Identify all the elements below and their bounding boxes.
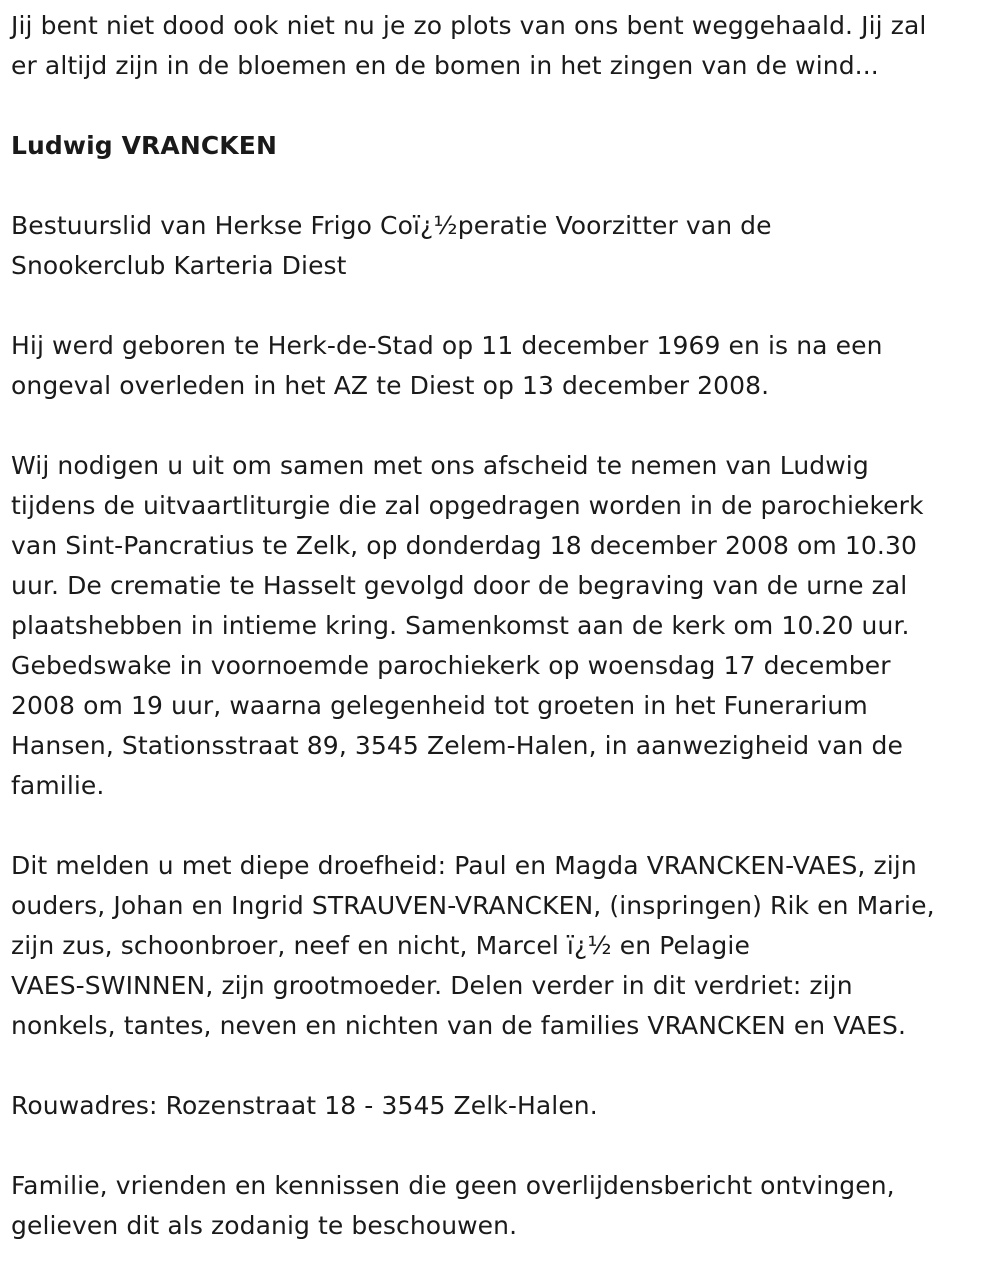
intro-paragraph xyxy=(11,0,991,86)
text-line: Gebedswake in voornoemde parochiekerk op woensdag 17 december xyxy=(11,651,891,680)
paragraph-gap xyxy=(11,1046,991,1086)
paragraph-gap xyxy=(11,86,991,126)
text-line: nonkels, tantes, neven en nichten van de families VRANCKEN en VAES. xyxy=(11,1011,907,1040)
text-line: 2008 om 19 uur, waarna gelegenheid tot groeten in het Funerarium xyxy=(11,691,868,720)
name-heading: Ludwig VRANCKEN xyxy=(11,131,277,160)
paragraph-gap xyxy=(11,166,991,206)
text-line: tijdens de uitvaartliturgie die zal opgedragen worden in de parochiekerk xyxy=(11,491,924,520)
text-line: VAES-SWINNEN, zijn grootmoeder. Delen verder in dit verdriet: zijn xyxy=(11,971,853,1000)
text-line: er altijd zijn in de bloemen en de bomen in het zingen van de wind... xyxy=(11,51,879,80)
roles-paragraph xyxy=(11,206,991,286)
text-line: Bestuurslid van Herkse Frigo Coï¿½peratie Voorzitter van de xyxy=(11,211,772,240)
closing-paragraph xyxy=(11,1166,991,1246)
family-paragraph xyxy=(11,846,991,1046)
paragraph-gap xyxy=(11,286,991,326)
text-line: Dit melden u met diepe droefheid: Paul en Magda VRANCKEN-VAES, zijn xyxy=(11,851,917,880)
birth-paragraph xyxy=(11,326,991,406)
text-line: Rouwadres: Rozenstraat 18 - 3545 Zelk-Halen. xyxy=(11,1091,598,1120)
text-line: uur. De crematie te Hasselt gevolgd door de begraving van de urne zal xyxy=(11,571,908,600)
funeral-paragraph xyxy=(11,446,991,806)
paragraph-gap xyxy=(11,806,991,846)
obituary-document xyxy=(11,0,991,1246)
address-paragraph xyxy=(11,1086,991,1126)
text-line: Familie, vrienden en kennissen die geen overlijdensbericht ontvingen, xyxy=(11,1171,895,1200)
text-line: Hansen, Stationsstraat 89, 3545 Zelem-Halen, in aanwezigheid van de xyxy=(11,731,904,760)
text-line: Wij nodigen u uit om samen met ons afscheid te nemen van Ludwig xyxy=(11,451,869,480)
text-line: Hij werd geboren te Herk-de-Stad op 11 december 1969 en is na een xyxy=(11,331,883,360)
text-line: zijn zus, schoonbroer, neef en nicht, Marcel ï¿½ en Pelagie xyxy=(11,931,750,960)
text-line: Snookerclub Karteria Diest xyxy=(11,251,347,280)
text-line: van Sint-Pancratius te Zelk, op donderdag 18 december 2008 om 10.30 xyxy=(11,531,917,560)
text-line: plaatshebben in intieme kring. Samenkomst aan de kerk om 10.20 uur. xyxy=(11,611,910,640)
text-line: gelieven dit als zodanig te beschouwen. xyxy=(11,1211,518,1240)
text-line: ouders, Johan en Ingrid STRAUVEN-VRANCKEN, (inspringen) Rik en Marie, xyxy=(11,891,935,920)
text-line: Jij bent niet dood ook niet nu je zo plots van ons bent weggehaald. Jij zal xyxy=(11,11,927,40)
paragraph-gap xyxy=(11,406,991,446)
deceased-name xyxy=(11,126,991,166)
text-line: familie. xyxy=(11,771,105,800)
paragraph-gap xyxy=(11,1126,991,1166)
text-line: ongeval overleden in het AZ te Diest op 13 december 2008. xyxy=(11,371,770,400)
